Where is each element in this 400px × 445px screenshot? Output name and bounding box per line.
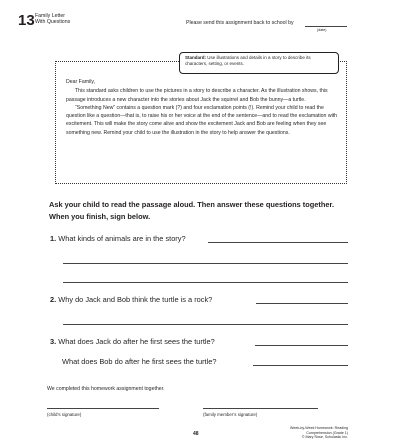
question-1 [50, 235, 186, 243]
family-letter [66, 78, 338, 137]
question-3 [50, 338, 215, 346]
date-blank[interactable] [305, 26, 347, 27]
send-back-instruction: Please send this assignment back to school by [186, 20, 294, 26]
question-3b-text: What does Bob do after he first sees the turtle? [62, 357, 217, 366]
question-1-number: 1. [50, 234, 57, 243]
child-signature-label: (child’s signature) [47, 412, 82, 417]
header-title [35, 13, 70, 25]
standard-label: Standard: [185, 55, 207, 60]
date-label: (date) [317, 28, 327, 32]
credit-line-2: © Mary Rose, Scholastic Inc. [301, 435, 348, 439]
letter-salutation: Dear Family, [66, 79, 96, 85]
letter-paragraph-2: “Something New” contains a question mark (?) and four exclamation points (!). Remind your child to read the question like a question—that is, to raise his or her voice at the end of the sentence—and to read the exclamation with excitement. This will make the story come alive and show the excitement Jack and Bob are feeling when they see something new. Remind your child to use the illustration in the story to help answer the questions. [66, 104, 338, 136]
question-2 [50, 296, 212, 304]
answer-line-3a[interactable] [255, 345, 348, 346]
standard-box [179, 52, 339, 74]
answer-line-2b[interactable] [63, 324, 348, 325]
family-signature-label: (family member’s signature) [203, 412, 258, 417]
header-title-line2: With Questions [35, 19, 71, 25]
credit-line-1: Week-by-Week Homework: Reading Comprehension (Grade 1) [290, 426, 348, 435]
question-2-text: Why do Jack and Bob think the turtle is a rock? [58, 295, 213, 304]
credit-line [270, 426, 348, 440]
standard-text: Use illustrations and details in a story to describe its characters, setting, or events. [185, 55, 311, 66]
answer-line-1a[interactable] [208, 242, 348, 243]
letter-paragraph-1: This standard asks children to use the pictures in a story to describe a character. As the illustration shows, this passage introduces a new character into the stories about Jack the squirrel and Bob the bunny—a turtle. [66, 88, 328, 103]
child-signature-line[interactable] [47, 408, 159, 409]
question-3-text: What does Jack do after he first sees the turtle? [58, 337, 215, 346]
answer-line-1b[interactable] [63, 263, 348, 264]
answer-line-3b[interactable] [253, 365, 348, 366]
question-2-number: 2. [50, 295, 57, 304]
completed-statement: We completed this homework assignment together. [47, 386, 165, 392]
instructions: Ask your child to read the passage aloud. Then answer these questions together. When you finish, sign below. [49, 200, 335, 221]
answer-line-2a[interactable] [256, 303, 348, 304]
question-3b [62, 358, 216, 366]
footer-page-number: 48 [193, 431, 199, 437]
question-3-number: 3. [50, 337, 57, 346]
header-title-line1: Family Letter [35, 13, 65, 19]
question-1-text: What kinds of animals are in the story? [58, 234, 186, 243]
answer-line-1c[interactable] [63, 282, 348, 283]
family-signature-line[interactable] [203, 408, 318, 409]
page-number: 13 [18, 12, 35, 29]
